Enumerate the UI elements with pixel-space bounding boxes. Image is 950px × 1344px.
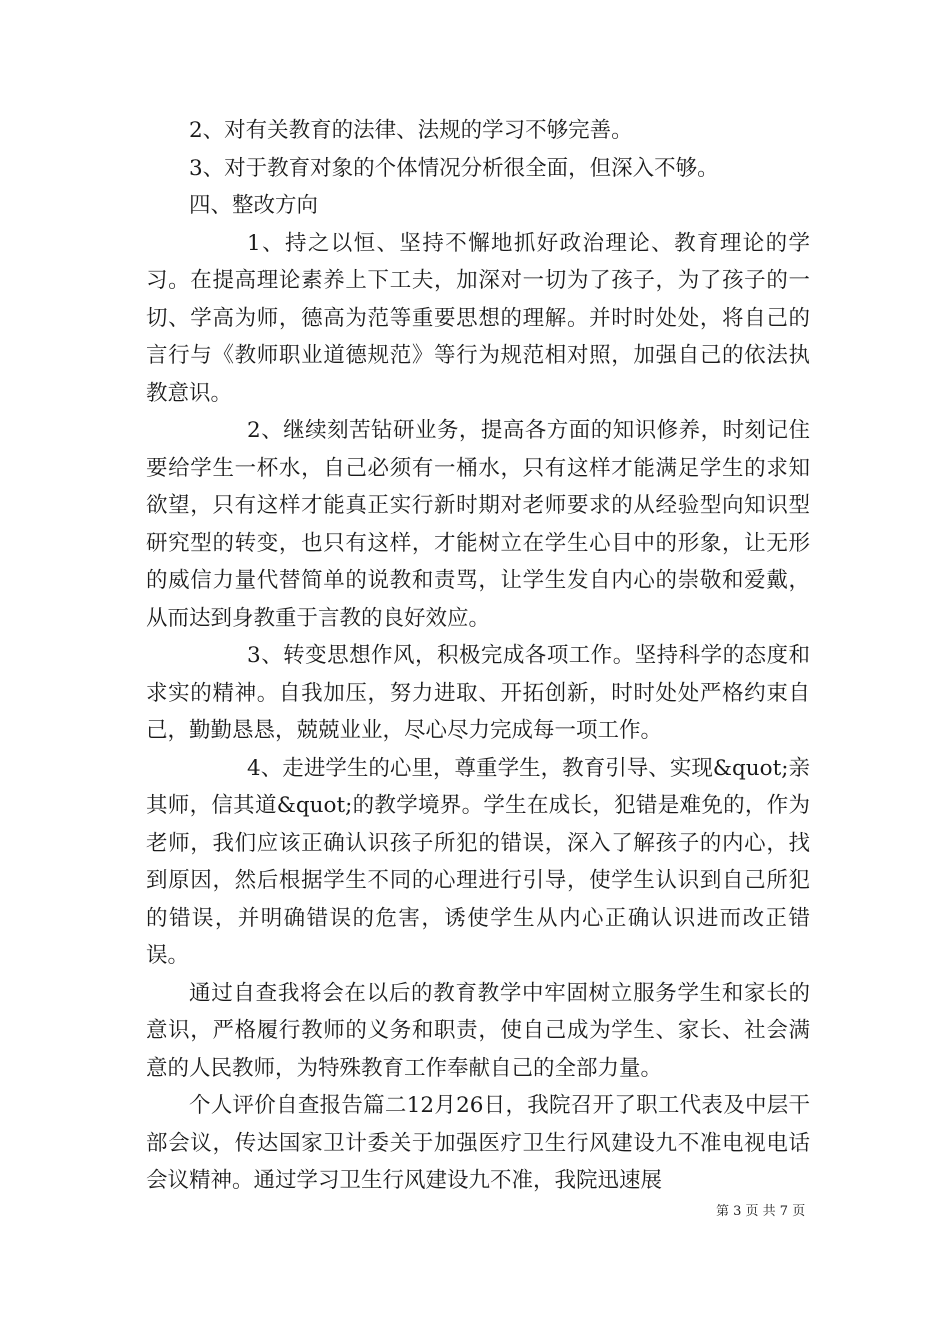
paragraph-problem-2: 2、对有关教育的法律、法规的学习不够完善。 [189, 118, 633, 143]
document-body [146, 112, 810, 1200]
paragraph-report-two: 个人评价自查报告篇二12月26日，我院召开了职工代表及中层干部会议，传达国家卫计委关于加强医疗卫生行风建设九不准电视电话会议精神。通过学习卫生行风建设九不准，我院迅速展 [146, 1093, 810, 1193]
page-number-footer: 第 3 页 共 7 页 [716, 1204, 806, 1219]
paragraph-direction-4: 4、走进学生的心里，尊重学生，教育引导、实现&quot;亲其师，信其道&quot;的教学境界。学生在成长，犯错是难免的，作为老师，我们应该正确认识孩子所犯的错误，深入了解孩子的内心，找到原因，然后根据学生不同的心理进行引导，使学生认识到自己所犯的错误，并明确错误的危害，诱使学生从内心正确认识进而改正错误。 [146, 755, 810, 968]
paragraph-problem-3: 3、对于教育对象的个体情况分析很全面，但深入不够。 [189, 155, 719, 181]
paragraph-direction-1: 1、持之以恒、坚持不懈地抓好政治理论、教育理论的学习。在提高理论素养上下工夫，加深对一切为了孩子，为了孩子的一切、学高为师，德高为范等重要思想的理解。并时时处处，将自己的言行与《教师职业道德规范》等行为规范相对照，加强自己的依法执教意识。 [146, 230, 810, 406]
paragraph-direction-3: 3、转变思想作风，积极完成各项工作。坚持科学的态度和求实的精神。自我加压，努力进取、开拓创新，时时处处严格约束自己，勤勤恳恳，兢兢业业，尽心尽力完成每一项工作。 [146, 643, 810, 743]
paragraph-direction-2: 2、继续刻苦钻研业务，提高各方面的知识修养，时刻记住要给学生一杯水，自己必须有一桶水，只有这样才能满足学生的求知欲望，只有这样才能真正实行新时期对老师要求的从经验型向知识型研究型的转变，也只有这样，才能树立在学生心目中的形象，让无形的威信力量代替简单的说教和责骂，让学生发自内心的崇敬和爱戴，从而达到身教重于言教的良好效应。 [146, 418, 810, 631]
paragraph-conclusion: 通过自查我将会在以后的教育教学中牢固树立服务学生和家长的意识，严格履行教师的义务和职责，使自己成为学生、家长、社会满意的人民教师，为特殊教育工作奉献自己的全部力量。 [146, 980, 810, 1081]
section-heading-rectification: 四、整改方向 [189, 193, 319, 218]
